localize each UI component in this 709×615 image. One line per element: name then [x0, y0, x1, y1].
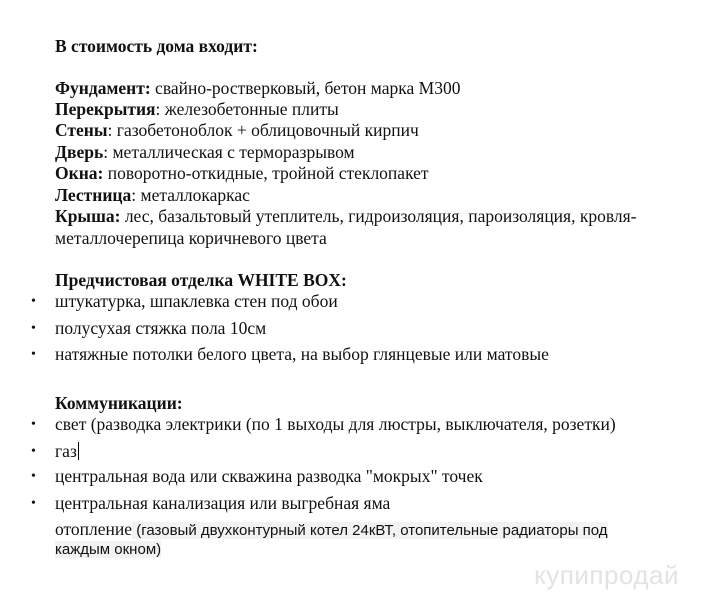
- list-item: центральная канализация или выгребная яма: [55, 493, 391, 513]
- spec-walls: [55, 119, 419, 141]
- spec-floors: [55, 98, 339, 120]
- bullet-icon: •: [31, 496, 36, 511]
- bullet-icon: •: [31, 417, 36, 432]
- finish-heading: Предчистовая отделка WHITE BOX:: [55, 270, 347, 290]
- spec-value: : металлокаркас: [131, 185, 250, 205]
- spec-foundation: [55, 77, 460, 99]
- list-item: натяжные потолки белого цвета, на выбор глянцевые или матовые: [55, 344, 549, 364]
- list-item: [55, 440, 79, 462]
- bullet-icon: •: [31, 444, 36, 459]
- spec-label: Дверь: [55, 142, 104, 162]
- spec-value: : газобетоноблок + облицовочный кирпич: [107, 120, 419, 140]
- spec-value: свайно-ростверковый, бетон марка М300: [150, 78, 461, 98]
- spec-value: металлочерепица коричневого цвета: [55, 228, 327, 248]
- spec-roof-continued: [55, 227, 327, 249]
- heating-detail: (газовый двухконтурный котел 24кВТ, отопительные радиаторы под: [132, 522, 608, 539]
- heating-label: отопление: [55, 519, 133, 539]
- spec-label: Перекрытия: [55, 99, 156, 119]
- list-item: штукатурка, шпаклевка стен под обои: [55, 291, 338, 311]
- heating-detail-text: каждым окном): [55, 541, 162, 558]
- communications-heading: Коммуникации:: [55, 393, 183, 413]
- heating-line: [55, 518, 608, 542]
- spec-stairs: [55, 184, 250, 206]
- bullet-icon: •: [31, 347, 36, 362]
- bullet-icon: •: [31, 294, 36, 309]
- spec-value: лес, базальтовый утеплитель, гидроизоляция, пароизоляция, кровля-: [120, 206, 637, 226]
- spec-windows: [55, 162, 429, 184]
- list-item: центральная вода или скважина разводка "мокрых" точек: [55, 466, 483, 486]
- spec-value: поворотно-откидные, тройной стеклопакет: [103, 163, 429, 183]
- spec-door: [55, 141, 355, 163]
- spec-roof: [55, 205, 637, 227]
- spec-value: : металлическая с терморазрывом: [103, 142, 355, 162]
- spec-value: : железобетонные плиты: [155, 99, 339, 119]
- text-cursor: [78, 442, 79, 460]
- intro-heading: В стоимость дома входит:: [55, 36, 258, 56]
- list-item: полусухая стяжка пола 10см: [55, 318, 267, 338]
- spec-label: Фундамент:: [55, 78, 151, 98]
- list-item: свет (разводка электрики (по 1 выходы для люстры, выключателя, розетки): [55, 414, 616, 434]
- list-item-text: газ: [55, 441, 77, 461]
- spec-label: Стены: [55, 120, 108, 140]
- spec-label: Лестница: [55, 185, 132, 205]
- bullet-icon: •: [31, 321, 36, 336]
- bullet-icon: •: [31, 469, 36, 484]
- watermark-logo: купипродай: [534, 560, 679, 590]
- spec-label: Окна:: [55, 163, 104, 183]
- spec-label: Крыша:: [55, 206, 121, 226]
- heating-detail-continued: [55, 540, 161, 560]
